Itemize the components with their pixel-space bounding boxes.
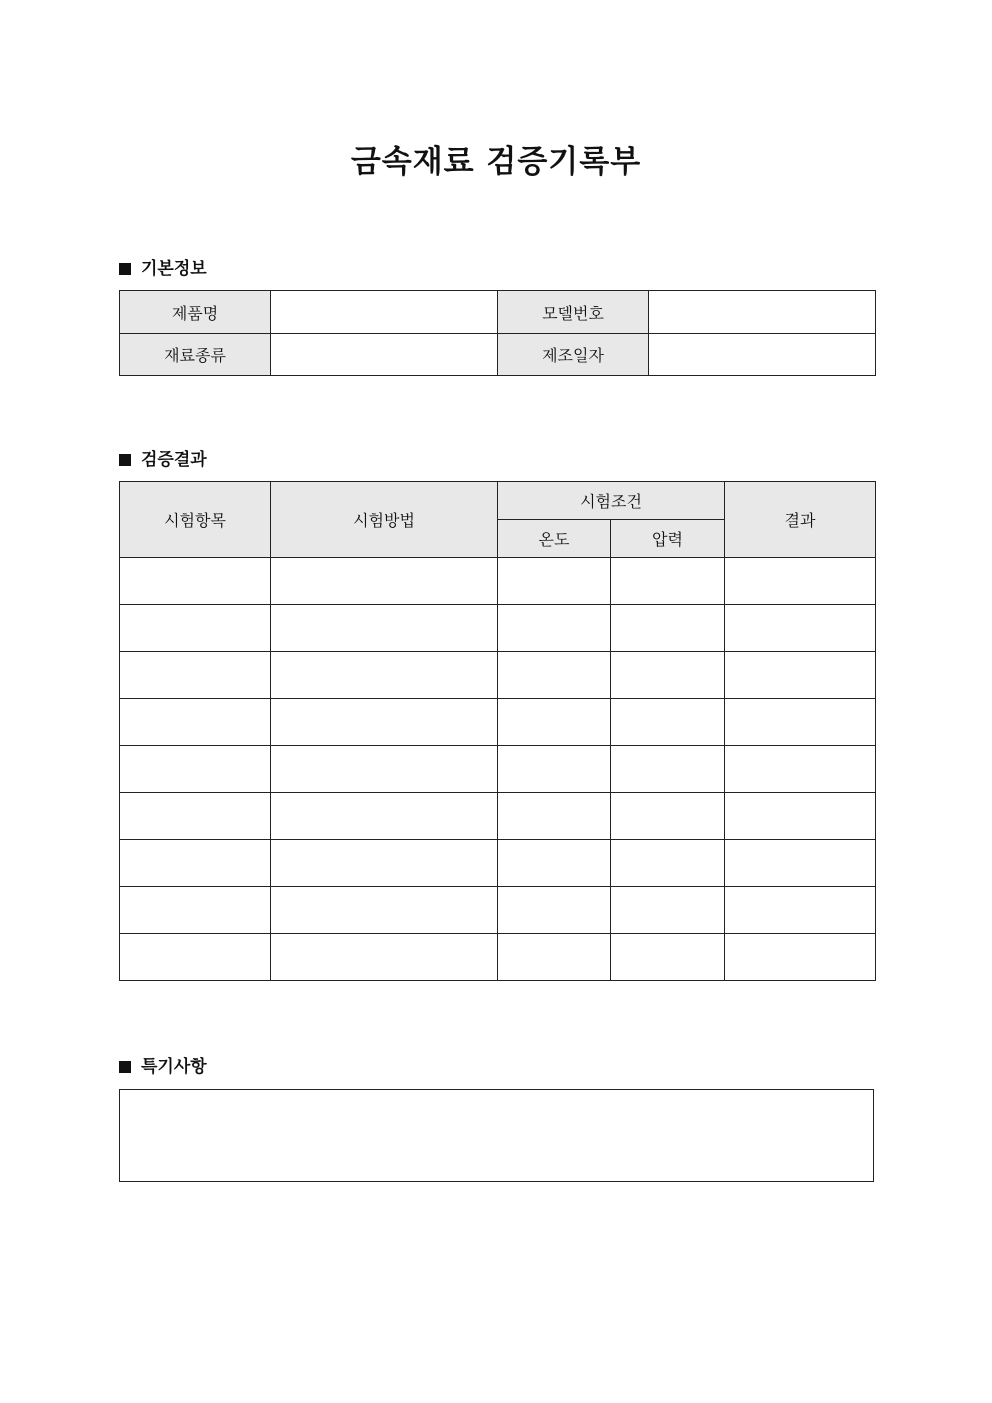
- material-type-field[interactable]: [271, 334, 498, 376]
- col-header-method: 시험방법: [271, 482, 498, 558]
- cell-result[interactable]: [725, 746, 876, 793]
- cell-method[interactable]: [271, 934, 498, 981]
- cell-item[interactable]: [120, 840, 271, 887]
- table-row: [120, 746, 876, 793]
- cell-pressure[interactable]: [611, 793, 725, 840]
- cell-item[interactable]: [120, 887, 271, 934]
- table-row: [120, 793, 876, 840]
- cell-item[interactable]: [120, 793, 271, 840]
- cell-pressure[interactable]: [611, 605, 725, 652]
- section-heading-remarks: [119, 1052, 207, 1077]
- product-name-label: 제품명: [120, 291, 271, 334]
- cell-pressure[interactable]: [611, 746, 725, 793]
- cell-pressure[interactable]: [611, 652, 725, 699]
- cell-item[interactable]: [120, 699, 271, 746]
- cell-pressure[interactable]: [611, 840, 725, 887]
- table-row: [120, 840, 876, 887]
- cell-temp[interactable]: [498, 934, 611, 981]
- cell-method[interactable]: [271, 793, 498, 840]
- section-heading-text: 특기사항: [141, 1057, 207, 1077]
- col-header-temp: 온도: [498, 520, 611, 558]
- cell-pressure[interactable]: [611, 934, 725, 981]
- model-no-label: 모델번호: [498, 291, 649, 334]
- table-row: [120, 699, 876, 746]
- cell-temp[interactable]: [498, 652, 611, 699]
- basic-info-table: [119, 290, 876, 376]
- cell-item[interactable]: [120, 652, 271, 699]
- material-type-label: 재료종류: [120, 334, 271, 376]
- cell-result[interactable]: [725, 652, 876, 699]
- cell-result[interactable]: [725, 699, 876, 746]
- cell-method[interactable]: [271, 840, 498, 887]
- table-row: [120, 887, 876, 934]
- cell-result[interactable]: [725, 934, 876, 981]
- table-row: [120, 605, 876, 652]
- cell-method[interactable]: [271, 887, 498, 934]
- table-row: [120, 652, 876, 699]
- cell-temp[interactable]: [498, 840, 611, 887]
- col-header-pressure: 압력: [611, 520, 725, 558]
- cell-method[interactable]: [271, 558, 498, 605]
- square-bullet-icon: [119, 454, 131, 466]
- cell-method[interactable]: [271, 605, 498, 652]
- cell-temp[interactable]: [498, 793, 611, 840]
- mfg-date-label: 제조일자: [498, 334, 649, 376]
- section-heading-results: [119, 445, 207, 470]
- cell-temp[interactable]: [498, 605, 611, 652]
- cell-item[interactable]: [120, 605, 271, 652]
- cell-temp[interactable]: [498, 558, 611, 605]
- table-row: [120, 934, 876, 981]
- cell-pressure[interactable]: [611, 699, 725, 746]
- cell-result[interactable]: [725, 558, 876, 605]
- cell-item[interactable]: [120, 746, 271, 793]
- cell-method[interactable]: [271, 652, 498, 699]
- results-table: [119, 481, 876, 981]
- cell-temp[interactable]: [498, 746, 611, 793]
- cell-result[interactable]: [725, 840, 876, 887]
- cell-temp[interactable]: [498, 699, 611, 746]
- model-no-field[interactable]: [649, 291, 876, 334]
- cell-pressure[interactable]: [611, 887, 725, 934]
- cell-result[interactable]: [725, 793, 876, 840]
- cell-result[interactable]: [725, 605, 876, 652]
- section-heading-text: 검증결과: [141, 450, 207, 470]
- cell-temp[interactable]: [498, 887, 611, 934]
- cell-item[interactable]: [120, 558, 271, 605]
- section-heading-text: 기본정보: [141, 259, 207, 279]
- document-title: 금속재료 검증기록부: [350, 144, 642, 180]
- remarks-box[interactable]: [119, 1089, 874, 1182]
- col-header-result: 결과: [725, 482, 876, 558]
- col-header-item: 시험항목: [120, 482, 271, 558]
- product-name-field[interactable]: [271, 291, 498, 334]
- section-heading-basic-info: [119, 254, 207, 279]
- col-header-conditions: 시험조건: [498, 482, 725, 520]
- cell-pressure[interactable]: [611, 558, 725, 605]
- square-bullet-icon: [119, 1061, 131, 1073]
- cell-method[interactable]: [271, 699, 498, 746]
- mfg-date-field[interactable]: [649, 334, 876, 376]
- square-bullet-icon: [119, 263, 131, 275]
- cell-item[interactable]: [120, 934, 271, 981]
- cell-method[interactable]: [271, 746, 498, 793]
- cell-result[interactable]: [725, 887, 876, 934]
- table-row: [120, 558, 876, 605]
